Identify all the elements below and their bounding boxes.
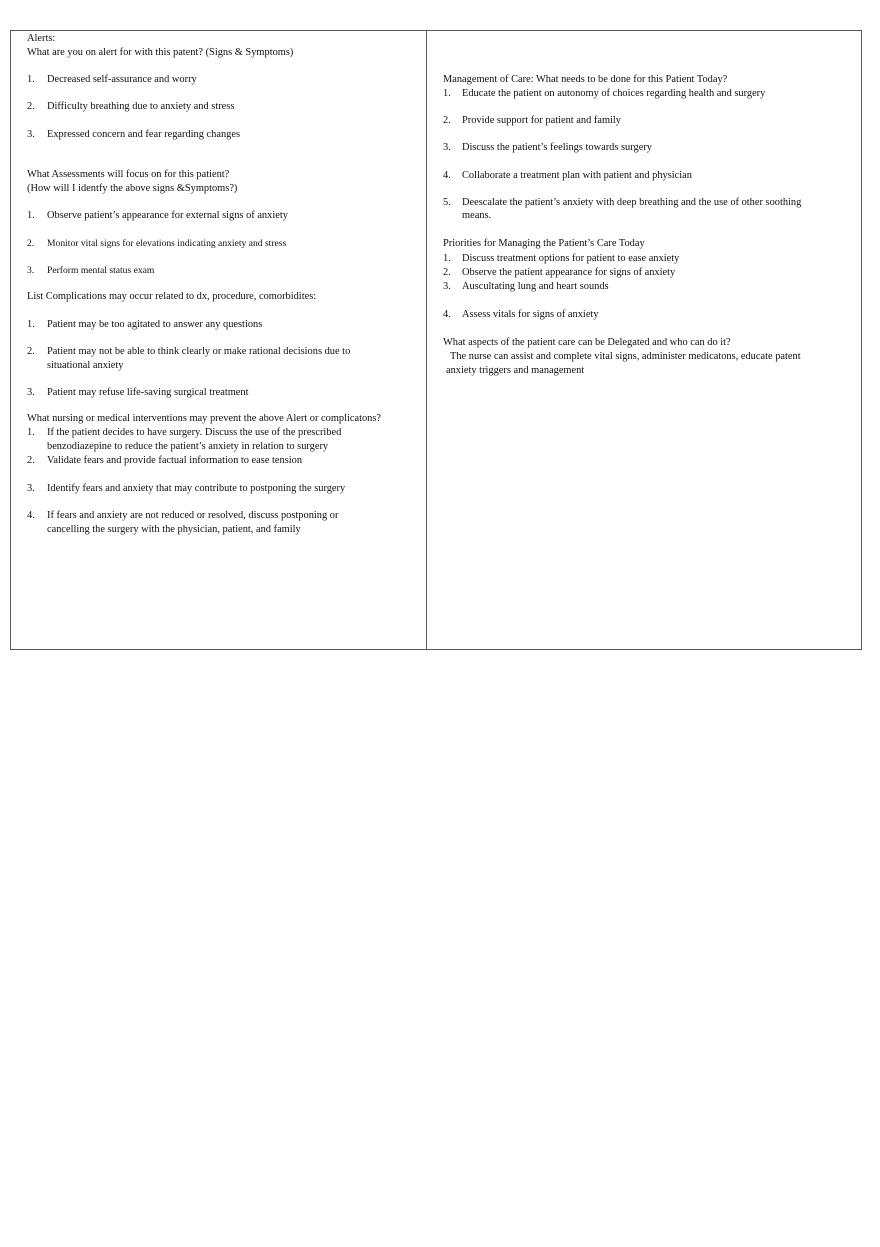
assessment-number: 2. [27, 238, 35, 249]
priorities-title: Priorities for Managing the Patient’s Care Today [443, 238, 645, 249]
management-item: Collaborate a treatment plan with patient and physician [462, 170, 692, 181]
complication-number: 2. [27, 346, 35, 357]
alert-item: Decreased self-assurance and worry [47, 74, 197, 85]
delegation-text: The nurse can assist and complete vital signs, administer medicatons, educate patent [450, 351, 801, 362]
priority-item: Observe the patient appearance for signs of anxiety [462, 267, 676, 278]
intervention-number: 3. [27, 483, 35, 494]
management-title: Management of Care: What needs to be done for this Patient Today? [443, 74, 728, 85]
assessment-item: Observe patient’s appearance for external signs of anxiety [47, 210, 288, 221]
alert-item: Difficulty breathing due to anxiety and stress [47, 101, 235, 112]
care-plan-table [10, 30, 862, 650]
complications-title: List Complications may occur related to dx, procedure, comorbidites: [27, 291, 317, 302]
management-item: Deescalate the patient’s anxiety with deep breathing and the use of other soothing [462, 197, 802, 208]
priority-item: Assess vitals for signs of anxiety [462, 309, 599, 320]
management-number: 4. [443, 170, 451, 181]
interventions-title: What nursing or medical interventions may prevent the above Alert or complicatons? [27, 413, 382, 424]
assessment-item: Perform mental status exam [47, 265, 155, 276]
priority-item: Auscultating lung and heart sounds [462, 281, 609, 292]
priority-item: Discuss treatment options for patient to ease anxiety [462, 253, 680, 264]
intervention-item: Identify fears and anxiety that may contribute to postponing the surgery [47, 483, 346, 494]
alert-number: 2. [27, 101, 35, 112]
column-divider [426, 31, 427, 649]
assessments-subquestion: (How will I identfy the above signs &Symptoms?) [27, 183, 238, 194]
intervention-number: 1. [27, 427, 35, 438]
priority-number: 1. [443, 253, 451, 264]
intervention-number: 4. [27, 510, 35, 521]
intervention-item: If the patient decides to have surgery. Discuss the use of the prescribed [47, 427, 342, 438]
management-item: Educate the patient on autonomy of choices regarding health and surgery [462, 88, 766, 99]
alert-number: 3. [27, 129, 35, 140]
management-item: Discuss the patient’s feelings towards surgery [462, 142, 652, 153]
management-number: 2. [443, 115, 451, 126]
alert-number: 1. [27, 74, 35, 85]
complication-item: Patient may refuse life-saving surgical treatment [47, 387, 249, 398]
management-number: 3. [443, 142, 451, 153]
priority-number: 4. [443, 309, 451, 320]
intervention-item: Validate fears and provide factual information to ease tension [47, 455, 303, 466]
complication-number: 1. [27, 319, 35, 330]
intervention-item-cont: cancelling the surgery with the physician, patient, and family [47, 524, 301, 535]
management-number: 1. [443, 88, 451, 99]
assessment-number: 1. [27, 210, 35, 221]
assessment-number: 3. [27, 265, 35, 276]
delegation-title: What aspects of the patient care can be Delegated and who can do it? [443, 337, 731, 348]
assessments-question: What Assessments will focus on for this patient? [27, 169, 230, 180]
complication-item-cont: situational anxiety [47, 360, 124, 371]
delegation-text-cont: anxiety triggers and management [446, 365, 585, 376]
alerts-question: What are you on alert for with this patent? (Signs & Symptoms) [27, 47, 294, 58]
management-item-cont: means. [462, 210, 492, 221]
alert-item: Expressed concern and fear regarding changes [47, 129, 240, 140]
intervention-number: 2. [27, 455, 35, 466]
priority-number: 3. [443, 281, 451, 292]
priority-number: 2. [443, 267, 451, 278]
complication-item: Patient may not be able to think clearly or make rational decisions due to [47, 346, 351, 357]
intervention-item: If fears and anxiety are not reduced or resolved, discuss postponing or [47, 510, 339, 521]
complication-number: 3. [27, 387, 35, 398]
management-number: 5. [443, 197, 451, 208]
intervention-item-cont: benzodiazepine to reduce the patient’s anxiety in relation to surgery [47, 441, 329, 452]
alerts-title: Alerts: [27, 33, 56, 44]
assessment-item: Monitor vital signs for elevations indicating anxiety and stress [47, 238, 287, 249]
complication-item: Patient may be too agitated to answer any questions [47, 319, 263, 330]
management-item: Provide support for patient and family [462, 115, 622, 126]
